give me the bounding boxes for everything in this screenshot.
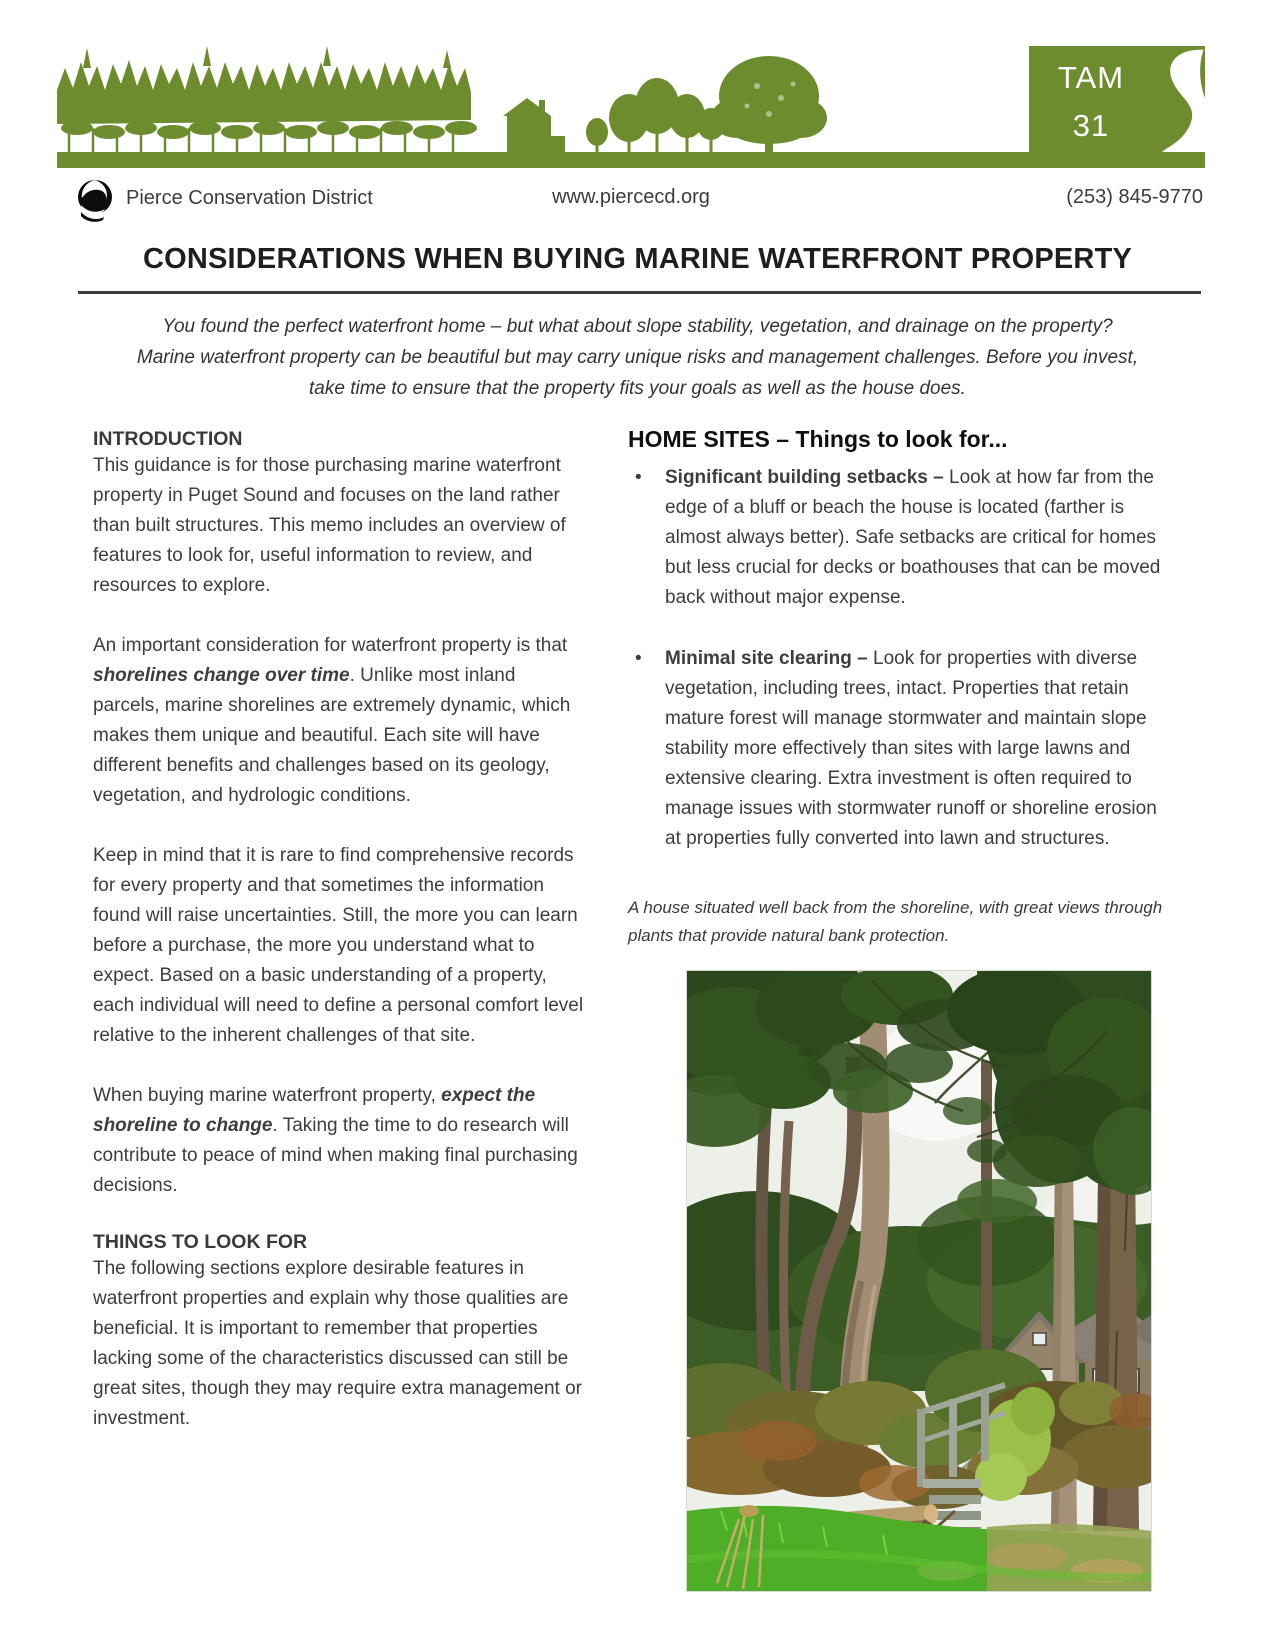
badge-number-label: 31: [1072, 108, 1110, 143]
paragraph: Keep in mind that it is rare to find comprehensive records for every property and that sometimes the information found will raise uncertainties. Still, the more you can learn before a purchase, the more you understand what to expect. Based on a basic understanding of a property, each individual will need to define a personal comfort level relative to the inherent challenges of that site.: [93, 845, 584, 1046]
bullet-icon: •: [635, 467, 642, 488]
bullet-lead-text: Minimal site clearing –: [665, 648, 874, 669]
paragraph: When buying marine waterfront property, expect the shoreline to change. Taking the time to do research will contribute to peace of mind when making final purchasing decisions.: [93, 1085, 578, 1196]
contact-row: [57, 174, 1205, 222]
two-column-layout: [0, 404, 1275, 1592]
bullet-body-text: Look at how far from the edge of a bluff or beach the house is located (farther is almost always better). Safe setbacks are critical for homes but less crucial for decks or boathouses that can be moved back without major expense.: [665, 467, 1161, 608]
main-content: [0, 243, 1275, 1592]
bullet-icon: •: [635, 648, 642, 669]
header-banner: [57, 40, 1205, 168]
bullet-lead-text: Significant building setbacks –: [665, 467, 949, 488]
intro-blurb: You found the perfect waterfront home – but what about slope stability, vegetation, and drainage on the property? Marine waterfront property can be beautiful but may carry unique risks and management challenges. Before you invest, take time to ensure that the property fits your goals as well as the house does.: [136, 316, 1139, 399]
home-sites-list: [628, 463, 1168, 854]
section-heading-home-sites: HOME SITES – Things to look for...: [628, 426, 1008, 452]
page-title: CONSIDERATIONS WHEN BUYING MARINE WATERFRONT PROPERTY: [142, 243, 1133, 275]
photo-caption: A house situated well back from the shoreline, with great views through plants that provide natural bank protection.: [628, 898, 1163, 945]
property-photo: [686, 970, 1152, 1592]
right-column: [628, 428, 1168, 1592]
phone-number: (253) 845-9770: [1066, 186, 1203, 208]
paragraph: This guidance is for those purchasing marine waterfront property in Puget Sound and focuses on the land rather than built structures. This memo includes an overview of features to look for, useful information to review, and resources to explore.: [93, 455, 566, 596]
house-silhouette-icon: [503, 98, 565, 152]
paragraph: An important consideration for waterfront property is that shorelines change over time. Unlike most inland parcels, marine shorelines are extremely dynamic, which makes them unique and beautiful. Each site will have different benefits and challenges based on its geology, vegetation, and hydrologic conditions.: [93, 635, 571, 806]
org-name: Pierce Conservation District: [126, 186, 373, 209]
list-item: [628, 644, 1168, 854]
section-heading-introduction: INTRODUCTION: [93, 428, 243, 450]
list-item: [628, 463, 1168, 613]
tam-badge: [1029, 46, 1205, 168]
section-heading-things-to-look-for: THINGS TO LOOK FOR: [93, 1231, 308, 1253]
left-column: [93, 428, 585, 1434]
bullet-body-text: Look for properties with diverse vegetation, including trees, intact. Properties that retain mature forest will manage stormwater and maintain slope stability more effectively than sites with large lawns and extensive clearing. Extra investment is often required to manage issues with stormwater runoff or shoreline erosion at properties fully converted into lawn and structures.: [665, 648, 1157, 849]
paragraph: The following sections explore desirable features in waterfront properties and explain why those qualities are beneficial. It is important to remember that properties lacking some of the characteristics discussed can still be great sites, though they may require extra management or investment.: [93, 1258, 582, 1429]
badge-series-label: TAM: [1057, 60, 1125, 95]
title-divider: [78, 291, 1201, 294]
website-text[interactable]: www.piercecd.org: [552, 186, 710, 208]
